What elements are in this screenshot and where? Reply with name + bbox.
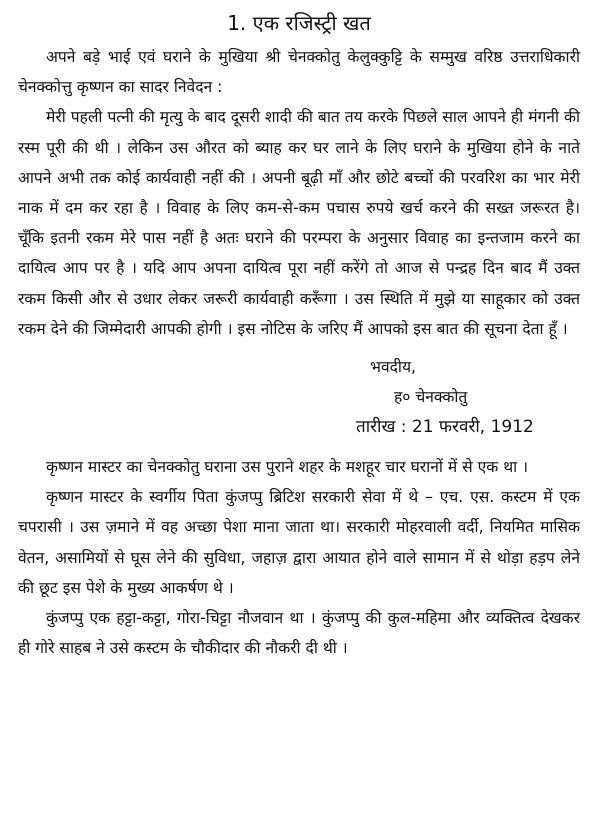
narrative-paragraph: कृष्णन मास्टर के स्वर्गीय पिता कुंजप्पु ब्रिटिश सरकारी सेवा में थे – एच. एस. कस्टम में एक चपरासी । उस ज़माने में वह अच्छा पेशा माना जाता था। सरकारी मोहरवाली वर्दी, नियमित मासिक वेतन, असामियों से घूस लेने की सुविधा, जहाज़ द्वारा आयात होने वाले सामान में से थोड़ा हड़प लेने की छूट इस पेशे के मुख्य आकर्षण थे । — [18, 488, 580, 597]
letter-body: मेरी पहली पत्नी की मृत्यु के बाद दूसरी शादी की बात तय करके पिछले साल आपने ही मंगनी की रस्म पूरी की थी । लेकिन उस औरत को ब्याह कर घर लाने के लिए घराने के मुखिया होने के नाते आपने अभी तक कोई कार्यवाही नहीं की । अपनी बूढ़ी माँ और छोटे बच्चों की परवरिश का भार मेरी नाक में दम कर रहा है । विवाह के लिए कम-से-कम पचास रुपये खर्च करने की सख्त जरूरत है। चूँकि इतनी रकम मेरे पास नहीं है अतः घराने की परम्परा के अनुसार विवाह का इन्तजाम करने का दायित्व आप पर है । यदि आप अपना दायित्व पूरा नहीं करेंगे तो आज से पन्द्रह दिन बाद मैं उक्त रकम किसी और से उधार लेकर जरूरी कार्यवाही करूँगा । उस स्थिति में मुझे या साहूकार को उक्त रकम देने की जिम्मेदारी आपकी होगी । इस नोटिस के जरिए मैं आपको इस बात की सूचना देता हूँ । — [18, 108, 580, 338]
narrative-paragraph: कृष्णन मास्टर का चेनक्कोतु घराना उस पुराने शहर के मशहूर चार घरानों में से एक था । — [46, 458, 529, 477]
letter-closing: भवदीय, — [370, 358, 416, 377]
section-gap — [18, 442, 580, 452]
narrative-paragraph: कुंजप्पु एक हट्टा-कट्टा, गोरा-चिट्टा नौजवान था । कुंजप्पु की कुल-महिमा और व्यक्तित्व देखकर ही गोरे साहब ने उसे कस्टम के चौकीदार की नौकरी दी थी । — [18, 609, 580, 658]
chapter-title: 1. एक रजिस्ट्री खत — [227, 11, 371, 35]
letter-salutation: अपने बड़े भाई एवं घराने के मुखिया श्री चेनक्कोतु केलुक्कुट्टि के सम्मुख वरिष्ठ उत्तराधिकारी चेनक्कोत्तु कृष्णन का सादर निवेदन : — [18, 48, 580, 97]
letter-date: तारीख : 21 फरवरी, 1912 — [356, 417, 534, 438]
letter-signature: ह० चेनक्कोतु — [394, 388, 468, 407]
